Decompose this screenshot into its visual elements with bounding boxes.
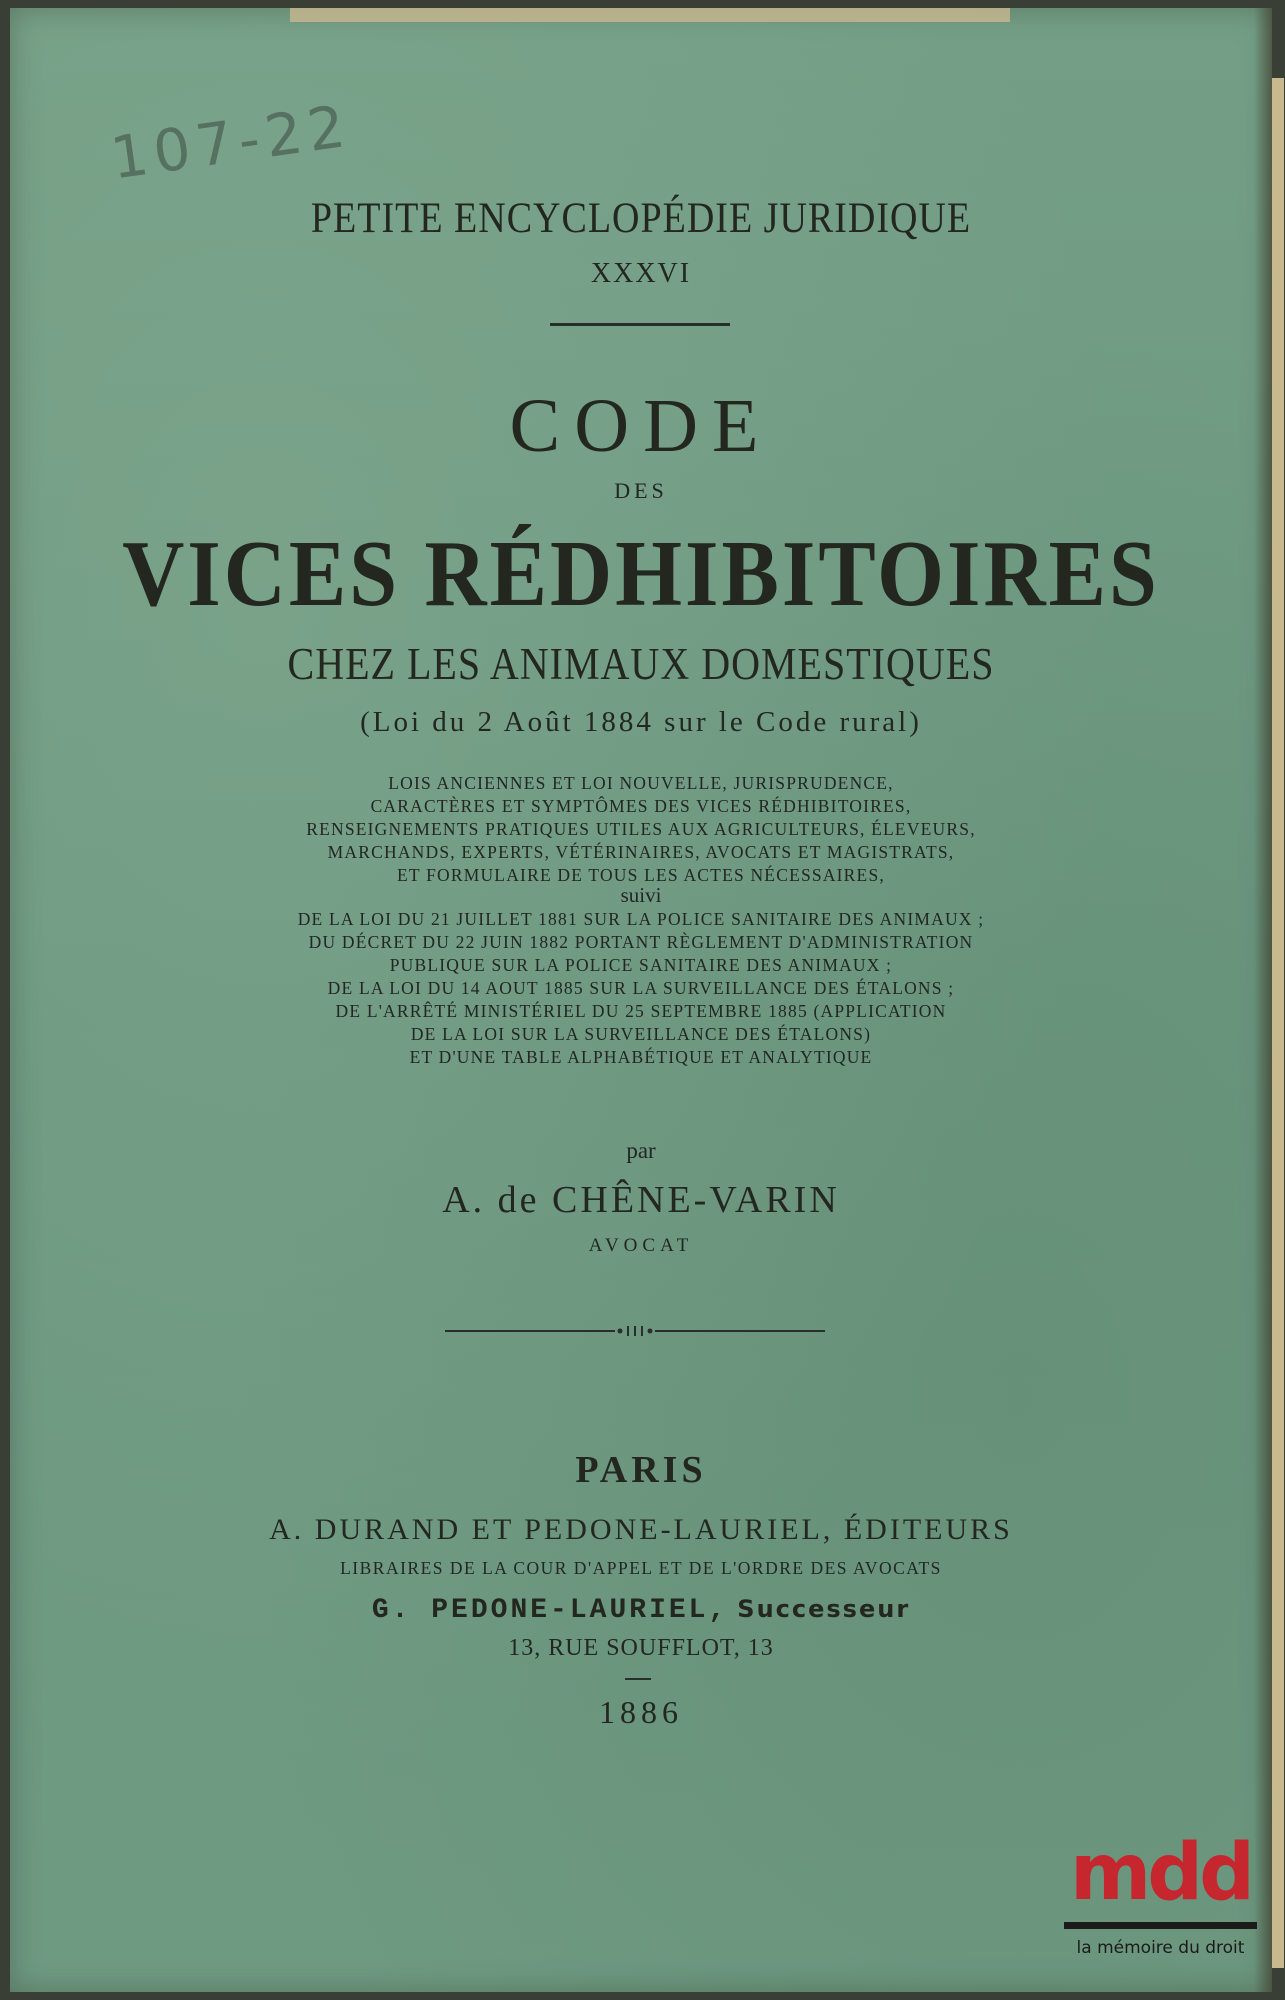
logo-tagline: la mémoire du droit — [1076, 1938, 1245, 1958]
by-label: par — [626, 1138, 656, 1163]
appendix-description — [10, 908, 1272, 1069]
appendix-line: DE LA LOI DU 21 JUILLET 1881 SUR LA POLICE SANITAIRE DES ANIMAUX ; — [297, 909, 985, 929]
author-name: A. de CHÊNE-VARIN — [442, 1179, 840, 1221]
title-divider — [550, 323, 730, 326]
appendix-line: DE LA LOI DU 14 AOUT 1885 SUR LA SURVEILLANCE DES ÉTALONS ; — [327, 978, 955, 998]
publisher-note: LIBRAIRES DE LA COUR D'APPEL ET DE L'ORDRE DES AVOCATS — [340, 1558, 942, 1578]
title-des: DES — [614, 478, 668, 503]
torn-top-edge — [290, 8, 1010, 22]
law-note: (Loi du 2 Août 1884 sur le Code rural) — [360, 706, 922, 738]
title-code: CODE — [509, 384, 773, 468]
contents-line: ET FORMULAIRE DE TOUS LES ACTES NÉCESSAIRES, — [397, 865, 885, 885]
mdd-logo — [1058, 1830, 1263, 1980]
year-divider — [625, 1678, 651, 1680]
page-edge — [1272, 78, 1284, 1968]
contents-line: RENSEIGNEMENTS PRATIQUES UTILES AUX AGRICULTEURS, ÉLEVEURS, — [306, 819, 976, 839]
contents-line: LOIS ANCIENNES ET LOI NOUVELLE, JURISPRUDENCE, — [388, 773, 894, 793]
handwritten-shelfmark: 107-22 — [106, 91, 355, 193]
logo-bar — [1064, 1922, 1257, 1929]
contents-line: CARACTÈRES ET SYMPTÔMES DES VICES RÉDHIBITOIRES, — [370, 796, 912, 816]
appendix-line: PUBLIQUE SUR LA POLICE SANITAIRE DES ANIMAUX ; — [389, 955, 893, 975]
series-number: XXXVI — [590, 258, 692, 289]
publication-place: PARIS — [575, 1449, 707, 1491]
suivi-label: suivi — [620, 883, 662, 907]
successor-name: G. PEDONE-LAURIEL, — [371, 1595, 729, 1626]
contents-description — [10, 772, 1272, 887]
publisher-address: 13, RUE SOUFFLOT, 13 — [508, 1635, 774, 1661]
series-title: PETITE ENCYCLOPÉDIE JURIDIQUE — [310, 193, 972, 243]
logo-mark: mdd — [1070, 1828, 1251, 1918]
successor-line — [10, 1593, 1272, 1626]
appendix-line: DE L'ARRÊTÉ MINISTÉRIEL DU 25 SEPTEMBRE 1885 (APPLICATION — [335, 1001, 947, 1021]
successor-title: Successeur — [737, 1595, 911, 1623]
appendix-line: ET D'UNE TABLE ALPHABÉTIQUE ET ANALYTIQUE — [409, 1047, 873, 1067]
publication-year: 1886 — [599, 1694, 683, 1730]
appendix-line: DU DÉCRET DU 22 JUIN 1882 PORTANT RÈGLEMENT D'ADMINISTRATION — [308, 932, 974, 952]
book-cover — [10, 8, 1272, 1992]
author-role: AVOCAT — [588, 1235, 694, 1256]
main-title: VICES RÉDHIBITOIRES — [122, 520, 1160, 626]
contents-line: MARCHANDS, EXPERTS, VÉTÉRINAIRES, AVOCATS ET MAGISTRATS, — [327, 842, 955, 862]
publisher: A. DURAND ET PEDONE-LAURIEL, ÉDITEURS — [269, 1513, 1013, 1546]
ornament-divider — [445, 1326, 825, 1336]
appendix-line: DE LA LOI SUR LA SURVEILLANCE DES ÉTALONS) — [410, 1024, 872, 1044]
subtitle: CHEZ LES ANIMAUX DOMESTIQUES — [287, 637, 995, 690]
